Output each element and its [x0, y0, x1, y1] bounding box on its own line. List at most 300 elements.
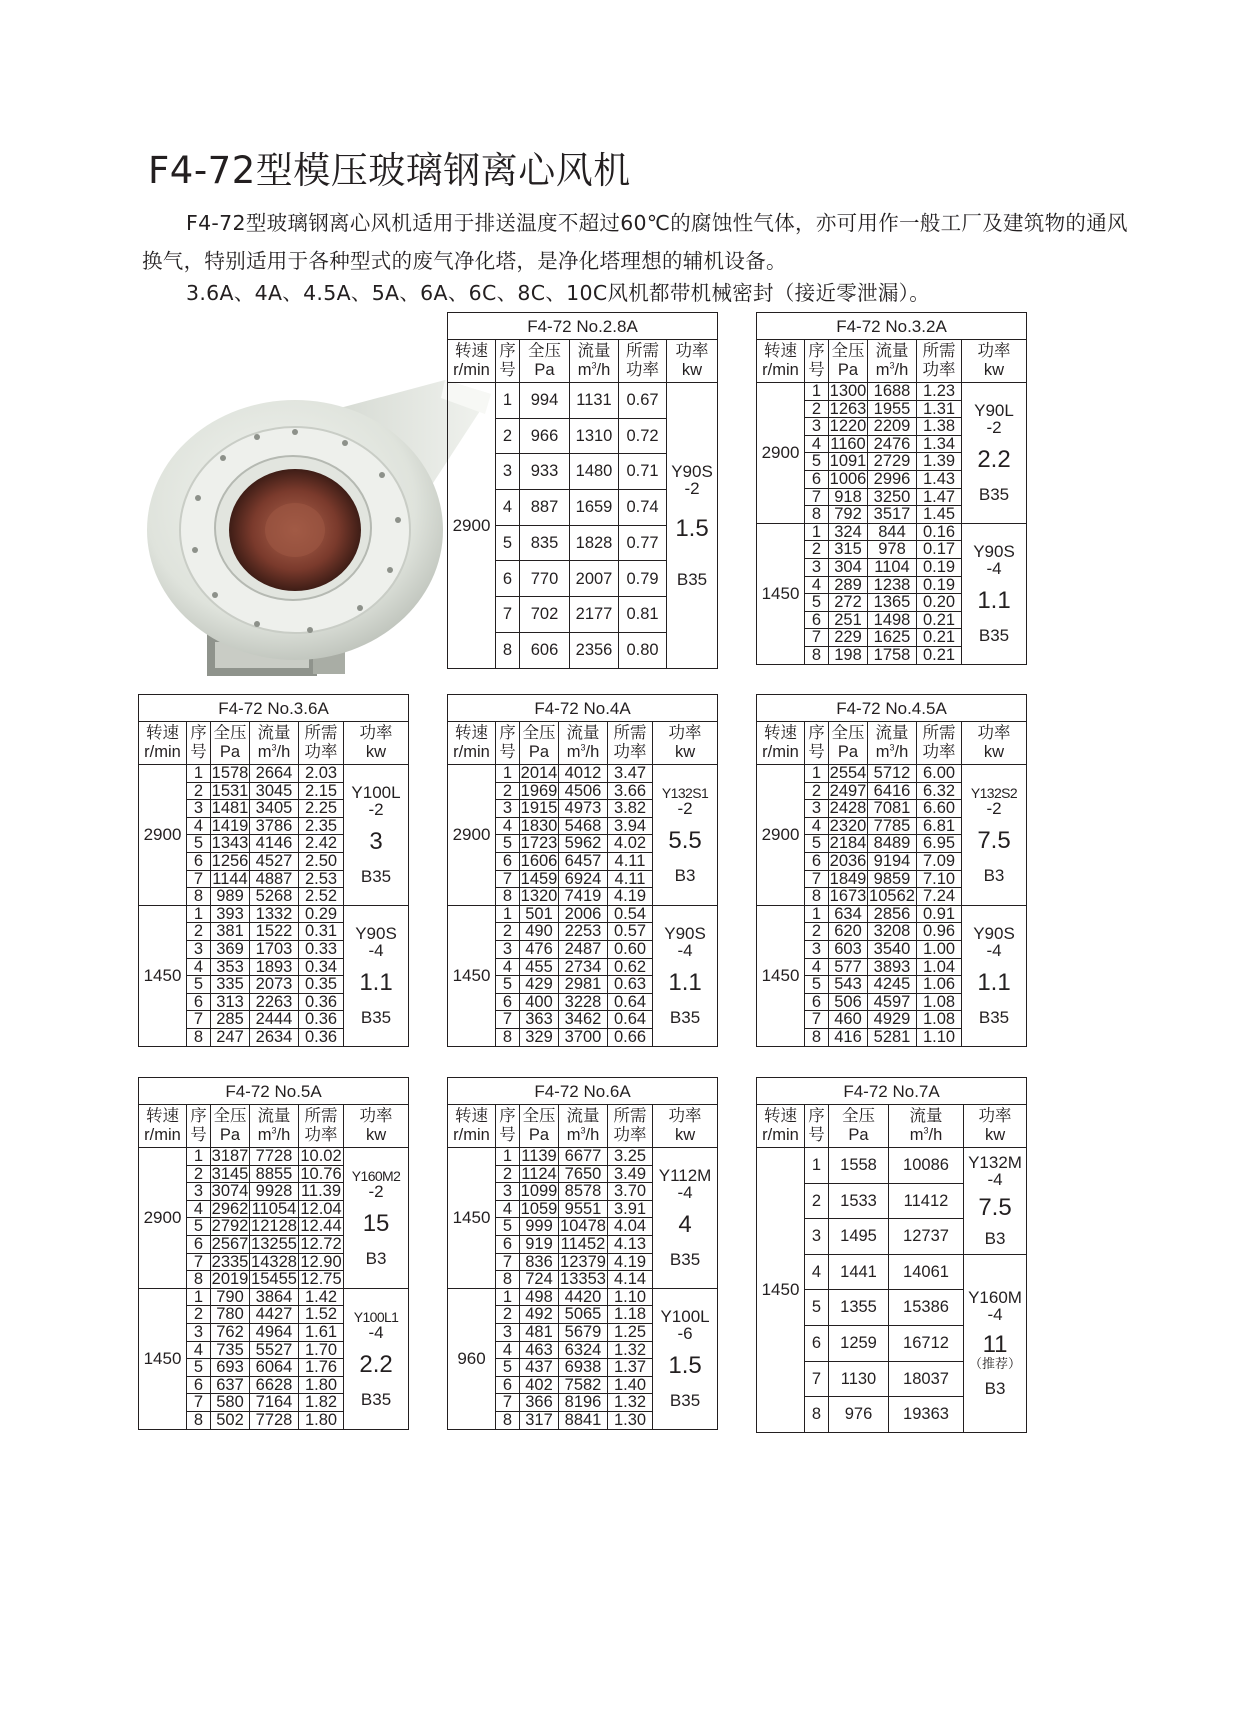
pressure-cell: 1343 [211, 834, 249, 853]
power-req-cell: 1.52 [299, 1306, 344, 1324]
table-row: 8 606 2356 0.80 [448, 632, 718, 668]
motor-cell-recommended: Y160M -4 11 （推荐） B3 [964, 1254, 1027, 1432]
flow-cell: 4964 [250, 1323, 299, 1341]
power-req-cell: 0.63 [608, 976, 653, 994]
flow-cell: 2729 [868, 453, 917, 471]
header-pressure: 全压 Pa [520, 722, 559, 765]
table-row: 7 1130 18037 [757, 1361, 1027, 1397]
power-req-cell: 10.76 [300, 1165, 342, 1183]
power-req-cell: 0.96 [917, 923, 962, 941]
pressure-cell: 1459 [520, 870, 558, 888]
pressure-cell: 506 [829, 993, 868, 1011]
seq-cell: 5 [805, 594, 829, 612]
pressure-cell: 1481 [211, 799, 249, 818]
motor-cell: Y132M -4 7.5 B3 [964, 1148, 1027, 1255]
seq-cell: 5 [496, 1218, 520, 1236]
pressure-cell: 498 [520, 1288, 559, 1306]
pressure-cell: 400 [520, 993, 559, 1011]
power-req-cell: 1.34 [917, 435, 962, 453]
pressure-cell: 285 [211, 1011, 250, 1029]
pressure-cell: 481 [520, 1323, 559, 1341]
flow-cell: 4420 [559, 1288, 608, 1306]
pressure-cell: 2036 [829, 852, 867, 871]
power-req-cell: 6.32 [917, 782, 962, 800]
seq-cell: 7 [187, 1394, 211, 1412]
header-pressure: 全压 Pa [520, 1105, 559, 1148]
seq-cell: 7 [496, 1011, 520, 1029]
flow-cell: 3228 [559, 993, 608, 1011]
flow-cell: 1104 [868, 558, 917, 576]
pressure-cell: 272 [829, 594, 868, 612]
table-row: 2 966 1310 0.72 [448, 418, 718, 454]
pressure-cell: 1091 [829, 452, 867, 471]
motor-cell: Y100L -2 3 B35 [344, 765, 409, 906]
speed-cell: 2900 [448, 383, 496, 669]
flow-cell: 6324 [559, 1341, 608, 1359]
seq-cell: 4 [805, 435, 829, 453]
seq-cell: 1 [496, 383, 520, 419]
power-req-cell: 0.54 [608, 905, 653, 923]
flow-cell: 2263 [250, 993, 299, 1011]
pressure-cell: 1256 [211, 852, 249, 871]
pressure-cell: 1099 [520, 1182, 558, 1201]
power-req-cell: 0.31 [299, 923, 344, 941]
pressure-cell: 2184 [829, 834, 867, 853]
flow-cell: 3517 [868, 506, 917, 524]
seq-cell: 2 [187, 1306, 211, 1324]
pressure-cell: 416 [829, 1028, 868, 1046]
power-req-cell: 12.44 [300, 1217, 342, 1236]
flow-cell: 1131 [570, 383, 619, 419]
seq-cell: 7 [496, 1253, 520, 1271]
power-req-cell: 1.31 [917, 400, 962, 418]
pressure-cell: 317 [520, 1411, 559, 1429]
power-req-cell: 0.29 [299, 905, 344, 923]
power-req-cell: 1.04 [917, 958, 962, 976]
pressure-cell: 2567 [211, 1235, 249, 1254]
power-req-cell: 6.60 [917, 800, 962, 818]
header-pressure: 全压 Pa [211, 722, 250, 765]
header-speed: 转速 r/min [757, 1105, 805, 1148]
seq-cell: 6 [187, 852, 211, 870]
header-speed: 转速 r/min [448, 340, 496, 383]
seq-cell: 1 [187, 1148, 211, 1166]
power-req-cell: 1.40 [608, 1376, 653, 1394]
flow-cell: 2734 [559, 958, 608, 976]
header-seq: 序 号 [496, 722, 520, 765]
flow-cell: 4973 [559, 800, 608, 818]
pressure-cell: 1419 [211, 817, 249, 835]
seq-cell: 8 [187, 888, 211, 906]
pressure-cell: 2792 [211, 1217, 249, 1236]
seq-cell: 6 [496, 993, 520, 1011]
table-caption: F4-72 No.7A [757, 1078, 1027, 1105]
power-req-cell: 11.39 [299, 1183, 344, 1201]
header-power-req: 所需 功率 [917, 340, 962, 383]
pressure-cell: 634 [829, 905, 868, 923]
pressure-cell: 3074 [211, 1182, 249, 1201]
seq-cell: 2 [496, 1165, 520, 1183]
seq-cell: 6 [496, 1235, 520, 1253]
motor-cell: Y160M2 -2 15 B3 [344, 1148, 409, 1289]
power-req-cell: 3.91 [608, 1200, 653, 1218]
seq-cell: 6 [187, 993, 211, 1011]
speed-cell: 1450 [139, 905, 187, 1046]
table-caption: F4-72 No.3.2A [757, 313, 1027, 340]
table-caption: F4-72 No.4.5A [757, 695, 1027, 722]
seq-cell: 7 [187, 1011, 211, 1029]
pressure-cell: 198 [829, 646, 868, 664]
flow-cell: 5281 [868, 1028, 917, 1046]
pressure-cell: 1969 [520, 782, 558, 800]
seq-cell: 3 [805, 418, 829, 436]
power-req-cell: 0.16 [917, 523, 962, 541]
seq-cell: 3 [187, 1323, 211, 1341]
header-pressure: 全压 Pa [829, 722, 868, 765]
flow-cell: 6064 [250, 1359, 299, 1377]
seq-cell: 2 [805, 400, 829, 418]
power-req-cell: 3.47 [608, 765, 653, 783]
pressure-cell: 3145 [211, 1165, 249, 1183]
pressure-cell: 994 [520, 383, 570, 419]
power-req-cell: 0.17 [917, 541, 962, 559]
seq-cell: 2 [496, 1306, 520, 1324]
flow-cell: 7081 [868, 800, 917, 818]
flow-cell: 4887 [250, 870, 299, 888]
seq-cell: 6 [805, 852, 829, 870]
table-row [757, 765, 1027, 783]
pressure-cell: 1220 [829, 417, 867, 436]
flow-cell: 12128 [251, 1217, 297, 1236]
power-req-cell: 1.06 [917, 976, 962, 994]
header-seq: 序 号 [496, 1105, 520, 1148]
pressure-cell: 1320 [520, 887, 558, 906]
power-req-cell: 10.02 [300, 1147, 342, 1166]
seq-cell: 8 [187, 1411, 211, 1429]
flow-cell: 7164 [250, 1394, 299, 1412]
pressure-cell: 501 [520, 905, 559, 923]
pressure-cell: 1578 [211, 764, 249, 783]
power-req-cell: 2.03 [299, 765, 344, 783]
pressure-cell: 455 [520, 958, 559, 976]
pressure-cell: 1144 [212, 870, 248, 888]
pressure-cell: 402 [520, 1376, 559, 1394]
power-req-cell: 3.82 [608, 800, 653, 818]
seq-cell: 7 [805, 629, 829, 647]
seq-cell: 5 [805, 453, 829, 471]
power-req-cell: 1.76 [299, 1359, 344, 1377]
power-req-cell: 0.64 [608, 1011, 653, 1029]
power-req-cell: 6.81 [917, 817, 962, 835]
power-req-cell: 3.70 [608, 1183, 653, 1201]
flow-cell: 11452 [559, 1235, 608, 1253]
table-row: 5 835 1828 0.77 [448, 525, 718, 561]
motor-cell: Y132S2 -2 7.5 B3 [962, 765, 1027, 906]
power-req-cell: 2.42 [299, 835, 344, 853]
motor-cell: Y100L1 -4 2.2 B35 [344, 1288, 409, 1429]
seq-cell: 7 [496, 1394, 520, 1412]
seq-cell: 5 [187, 835, 211, 853]
spec-table-no-5a [138, 1077, 409, 1430]
table-row [139, 1288, 409, 1306]
seq-cell: 7 [496, 870, 520, 888]
power-req-cell: 1.42 [299, 1288, 344, 1306]
pressure-cell: 580 [211, 1394, 250, 1412]
flow-cell: 2996 [868, 470, 917, 488]
seq-cell: 1 [805, 523, 829, 541]
header-power-req: 所需 功率 [608, 1105, 653, 1148]
header-flow: 流量 $m^3/h$ [889, 1105, 964, 1148]
power-req-cell: 12.04 [300, 1200, 342, 1218]
seq-cell: 1 [187, 765, 211, 783]
pressure-cell: 2014 [520, 764, 558, 783]
table-row: 6 770 2007 0.79 [448, 561, 718, 597]
pressure-cell: 790 [211, 1288, 250, 1306]
spec-table-no-4a [447, 694, 718, 1047]
header-pressure: 全压 Pa [211, 1105, 250, 1148]
header-speed: 转速 r/min [757, 340, 805, 383]
speed-cell: 1450 [448, 905, 496, 1046]
seq-cell: 5 [187, 1359, 211, 1377]
flow-cell: 11054 [250, 1200, 299, 1218]
seq-cell: 6 [187, 1376, 211, 1394]
flow-cell: 12379 [560, 1253, 606, 1271]
header-seq: 序 号 [187, 722, 211, 765]
flow-cell: 7728 [250, 1148, 299, 1166]
flow-cell: 4597 [868, 993, 917, 1011]
flow-cell: 1758 [868, 646, 917, 664]
seq-cell: 1 [187, 905, 211, 923]
flow-cell: 5065 [559, 1306, 608, 1324]
flow-cell: 4506 [559, 782, 608, 800]
table-row [448, 1288, 718, 1306]
table-caption: F4-72 No.5A [139, 1078, 409, 1105]
spec-table-no-6a [447, 1077, 718, 1430]
header-power-req: 所需 功率 [619, 340, 667, 383]
power-req-cell: 1.38 [917, 418, 962, 436]
flow-cell: 9194 [868, 852, 917, 870]
table-row [757, 383, 1027, 401]
pressure-cell: 490 [520, 923, 559, 941]
header-flow: 流量 $m^3/h$ [250, 1105, 299, 1148]
intro-paragraph-2: 3.6A、4A、4.5A、5A、6A、6C、8C、10C风机都带机械密封（接近零泄漏）。 [186, 281, 931, 305]
power-req-cell: 1.45 [917, 506, 962, 524]
power-req-cell: 12.75 [300, 1270, 342, 1289]
seq-cell: 3 [496, 1183, 520, 1201]
seq-cell: 8 [805, 646, 829, 664]
power-req-cell: 3.49 [608, 1165, 653, 1183]
pressure-cell: 637 [211, 1376, 250, 1394]
seq-cell: 6 [496, 852, 520, 870]
flow-cell: 5712 [868, 765, 917, 783]
flow-cell: 14328 [251, 1253, 297, 1271]
seq-cell: 1 [496, 765, 520, 783]
pressure-cell: 437 [520, 1359, 559, 1377]
power-req-cell: 1.32 [608, 1394, 653, 1412]
table-row: 8 976 19363 [757, 1397, 1027, 1433]
pressure-cell: 251 [829, 611, 868, 629]
power-req-cell: 2.25 [299, 800, 344, 818]
pressure-cell: 363 [520, 1011, 559, 1029]
flow-cell: 5268 [250, 888, 299, 906]
seq-cell: 8 [805, 506, 829, 524]
flow-cell: 1498 [868, 611, 917, 629]
flow-cell: 1688 [868, 383, 917, 401]
pressure-cell: 620 [829, 923, 868, 941]
power-req-cell: 1.61 [299, 1323, 344, 1341]
power-req-cell: 7.10 [917, 870, 962, 888]
seq-cell: 1 [496, 1288, 520, 1306]
pressure-cell: 289 [829, 576, 868, 594]
flow-cell: 2487 [559, 940, 608, 958]
power-req-cell: 12.72 [300, 1235, 342, 1254]
power-req-cell: 0.91 [917, 905, 962, 923]
flow-cell: 1703 [250, 940, 299, 958]
flow-cell: 4929 [868, 1011, 917, 1029]
seq-cell: 8 [805, 1028, 829, 1046]
header-speed: 转速 r/min [448, 1105, 496, 1148]
header-power: 功率 kw [653, 1105, 718, 1148]
seq-cell: 5 [187, 1218, 211, 1236]
seq-cell: 3 [496, 1323, 520, 1341]
flow-cell: 4427 [250, 1306, 299, 1324]
header-power: 功率 kw [653, 722, 718, 765]
flow-cell: 6416 [868, 782, 917, 800]
intro-paragraph-1: F4-72型玻璃钢离心风机适用于排送温度不超过60℃的腐蚀性气体，亦可用作一般工厂及建筑物的通风换气，特别适用于各种型式的废气净化塔，是净化塔理想的辅机设备。 [142, 211, 1128, 273]
seq-cell: 4 [496, 1200, 520, 1218]
pressure-cell: 2335 [211, 1253, 249, 1271]
pressure-cell: 1673 [829, 887, 867, 906]
seq-cell: 1 [805, 383, 829, 401]
power-req-cell: 1.43 [917, 470, 962, 488]
pressure-cell: 229 [829, 629, 868, 647]
seq-cell: 4 [496, 958, 520, 976]
motor-cell: Y90L -2 2.2 B35 [962, 383, 1027, 524]
seq-cell: 3 [496, 800, 520, 818]
pressure-cell: 1160 [830, 435, 866, 453]
seq-cell: 2 [496, 923, 520, 941]
flow-cell: 7582 [559, 1376, 608, 1394]
pressure-cell: 2554 [829, 764, 867, 783]
table-row: 4 1441 14061 Y160M -4 11 （推荐） B3 [757, 1254, 1027, 1290]
spec-table-no-2-8a [447, 312, 718, 669]
flow-cell: 9551 [559, 1200, 608, 1218]
power-req-cell: 1.70 [299, 1341, 344, 1359]
power-req-cell: 0.20 [917, 594, 962, 612]
seq-cell: 7 [187, 870, 211, 888]
speed-cell: 2900 [139, 1148, 187, 1289]
seq-cell: 4 [496, 817, 520, 835]
flow-cell: 2253 [559, 923, 608, 941]
flow-cell: 3786 [250, 817, 299, 835]
flow-cell: 3864 [250, 1288, 299, 1306]
power-req-cell: 1.10 [917, 1028, 962, 1046]
flow-cell: 3462 [559, 1011, 608, 1029]
header-power: 功率 kw [344, 1105, 409, 1148]
table-row: 5 1355 15386 [757, 1290, 1027, 1326]
pressure-cell: 603 [829, 940, 868, 958]
power-req-cell: 1.32 [608, 1341, 653, 1359]
spec-table-no-4-5a [756, 694, 1027, 1047]
seq-cell: 2 [805, 923, 829, 941]
power-req-cell: 4.19 [608, 1253, 653, 1271]
seq-cell: 3 [805, 800, 829, 818]
table-row [757, 905, 1027, 923]
power-req-cell: 3.25 [608, 1148, 653, 1166]
flow-cell: 4146 [250, 835, 299, 853]
flow-cell: 1365 [868, 594, 917, 612]
flow-cell: 8578 [559, 1183, 608, 1201]
header-flow: 流量 $m^3/h$ [559, 1105, 608, 1148]
flow-cell: 6677 [559, 1148, 608, 1166]
flow-cell: 7419 [559, 888, 608, 906]
flow-cell: 13255 [251, 1235, 297, 1254]
table-row: 6 1259 16712 [757, 1325, 1027, 1361]
motor-cell: Y90S -4 1.1 B35 [344, 905, 409, 1046]
power-req-cell: 1.82 [299, 1394, 344, 1412]
power-req-cell: 0.64 [608, 993, 653, 1011]
header-power-req: 所需 功率 [917, 722, 962, 765]
seq-cell: 7 [805, 488, 829, 506]
table-row [139, 1148, 409, 1166]
power-req-cell: 2.15 [299, 782, 344, 800]
table-row [448, 1148, 718, 1166]
pressure-cell: 502 [211, 1411, 250, 1429]
power-req-cell: 1.18 [608, 1306, 653, 1324]
table-row [448, 765, 718, 783]
speed-cell: 1450 [757, 1148, 805, 1433]
flow-cell: 3700 [559, 1028, 608, 1046]
seq-cell: 4 [805, 576, 829, 594]
flow-cell: 8489 [868, 835, 917, 853]
power-req-cell: 2.52 [299, 888, 344, 906]
pressure-cell: 1830 [520, 817, 558, 835]
flow-cell: 4245 [868, 976, 917, 994]
header-flow: 流量 $m^3/h$ [868, 340, 917, 383]
speed-cell: 2900 [757, 383, 805, 524]
flow-cell: 2981 [559, 976, 608, 994]
header-pressure: 全压 Pa [829, 1105, 889, 1148]
seq-cell: 3 [187, 1183, 211, 1201]
power-req-cell: 4.04 [608, 1218, 653, 1236]
pressure-cell: 780 [211, 1306, 250, 1324]
header-seq: 序 号 [496, 340, 520, 383]
header-power-req: 所需 功率 [299, 722, 344, 765]
pressure-cell: 463 [520, 1341, 559, 1359]
power-req-cell: 0.36 [299, 1028, 344, 1046]
seq-cell: 7 [805, 870, 829, 888]
flow-cell: 8841 [559, 1411, 608, 1429]
seq-cell: 1 [187, 1288, 211, 1306]
flow-cell: 2664 [250, 765, 299, 783]
header-flow: 流量 $m^3/h$ [868, 722, 917, 765]
flow-cell: 5962 [559, 835, 608, 853]
pressure-cell: 353 [211, 958, 250, 976]
table-row [139, 905, 409, 923]
pressure-cell: 2497 [829, 782, 867, 800]
seq-cell: 7 [187, 1253, 211, 1271]
pressure-cell: 836 [520, 1253, 559, 1271]
speed-cell: 960 [448, 1288, 496, 1429]
seq-cell: 6 [187, 1235, 211, 1253]
table-caption: F4-72 No.6A [448, 1078, 718, 1105]
pressure-cell: 989 [211, 888, 250, 906]
flow-cell: 1332 [250, 905, 299, 923]
motor-cell: Y90S -4 1.1 B35 [653, 905, 718, 1046]
table-row: 2 1533 11412 [757, 1183, 1027, 1219]
pressure-cell: 1124 [521, 1165, 557, 1183]
flow-cell: 8196 [559, 1394, 608, 1412]
